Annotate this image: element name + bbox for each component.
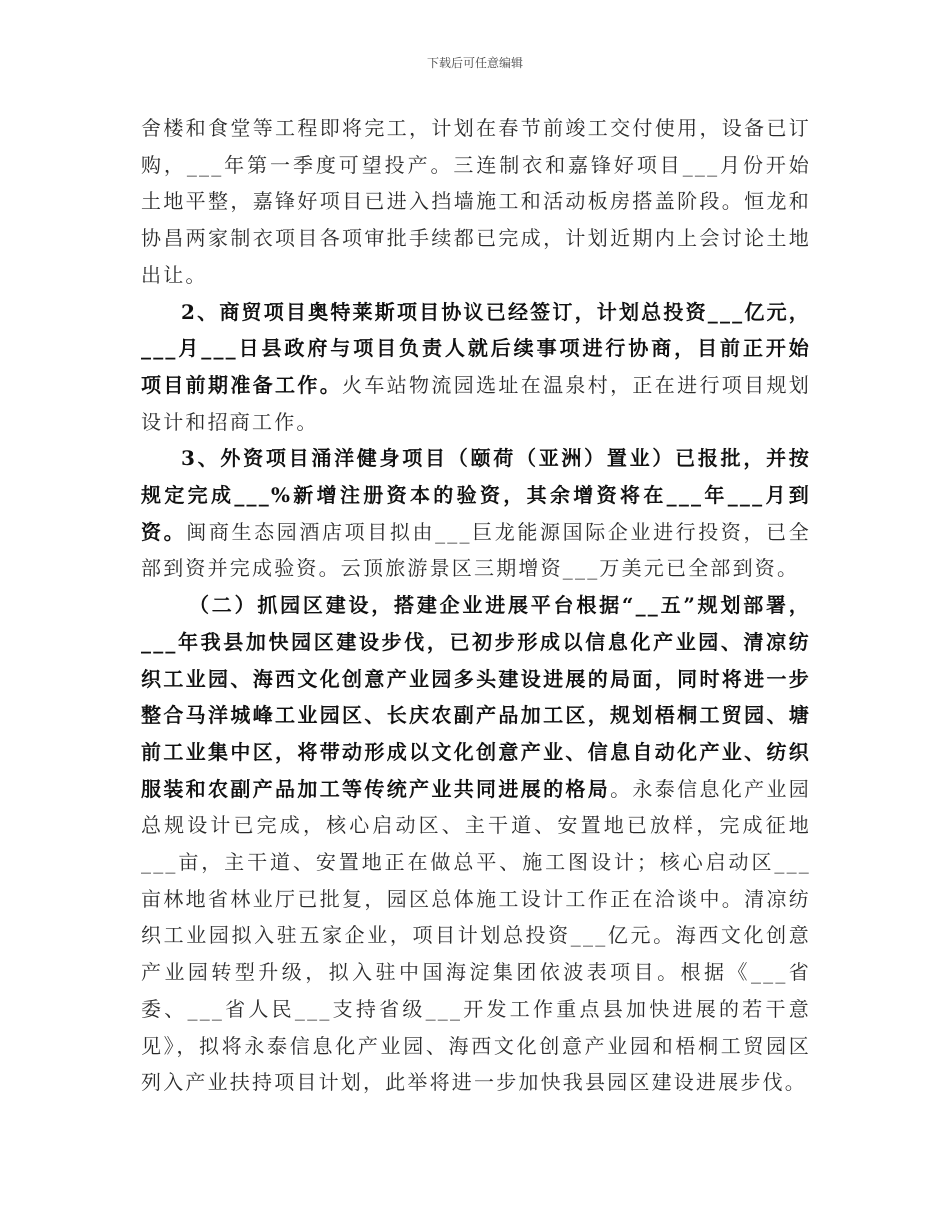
paragraph-3-text: 闽商生态园酒店项目拟由___巨龙能源国际企业进行投资，已全部到资并完成验资。云顶旅游景区三期增资___万美元已全部到资。 — [141, 519, 811, 581]
paragraph-3-lead: 3、外资项目涌洋健身项目（颐荷（亚洲）置业）已报批，并按规定完成___%新增注册资本的验资，其余增资将在___年___月到资。 — [141, 446, 811, 544]
paragraph-3 — [141, 440, 811, 587]
document-body — [141, 110, 811, 1101]
paragraph-1 — [141, 110, 811, 294]
paragraph-4 — [141, 587, 811, 1101]
paragraph-4-lead: （二）抓园区建设，搭建企业进展平台根据“__五”规划部署，___年我县加快园区建设步伐，已初步形成以信息化产业园、清凉纺织工业园、海西文化创意产业园多头建设进展的局面，同时将进一步整合马洋城峰工业园区、长庆农副产品加工区，规划梧桐工贸园、塘前工业集中区，将带动形成以文化创意产业、信息自动化产业、纺织服装和农副产品加工等传统产业共同进展的格局 — [141, 593, 811, 801]
page-header: 下载后可任意编辑 — [426, 56, 523, 70]
paragraph-1-text: 舍楼和食堂等工程即将完工，计划在春节前竣工交付使用，设备已订购，___年第一季度可望投产。三连制衣和嘉锋好项目___月份开始土地平整，嘉锋好项目已进入挡墙施工和活动板房搭盖阶段。恒龙和协昌两家制衣项目各项审批手续都已完成，计划近期内上会讨论土地出让。 — [141, 116, 811, 287]
paragraph-2-text: 火车站物流园选址在温泉村，正在进行项目规划设计和招商工作。 — [141, 372, 811, 434]
paragraph-2-lead: 2、商贸项目奥特莱斯项目协议已经签订，计划总投资___亿元，___月___日县政府与项目负责人就后续事项进行协商，目前正开始项目前期准备工作。 — [141, 299, 811, 397]
paragraph-2 — [141, 294, 811, 441]
paragraph-4-text: 。永泰信息化产业园总规设计已完成，核心启动区、主干道、安置地已放样，完成征地___亩，主干道、安置地正在做总平、施工图设计；核心启动区___亩林地省林业厅已批复，园区总体施工设计工作正在洽谈中。清凉纺织工业园拟入驻五家企业，项目计划总投资___亿元。海西文化创意产业园转型升级，拟入驻中国海淀集团依波表项目。根据《___省委、___省人民___支持省级___开发工作重点县加快进展的若干意见》，拟将永泰信息化产业园、海西文化创意产业园和梧桐工贸园区列入产业扶持项目计划，此举将进一步加快我县园区建设进展步伐。 — [141, 776, 811, 1095]
